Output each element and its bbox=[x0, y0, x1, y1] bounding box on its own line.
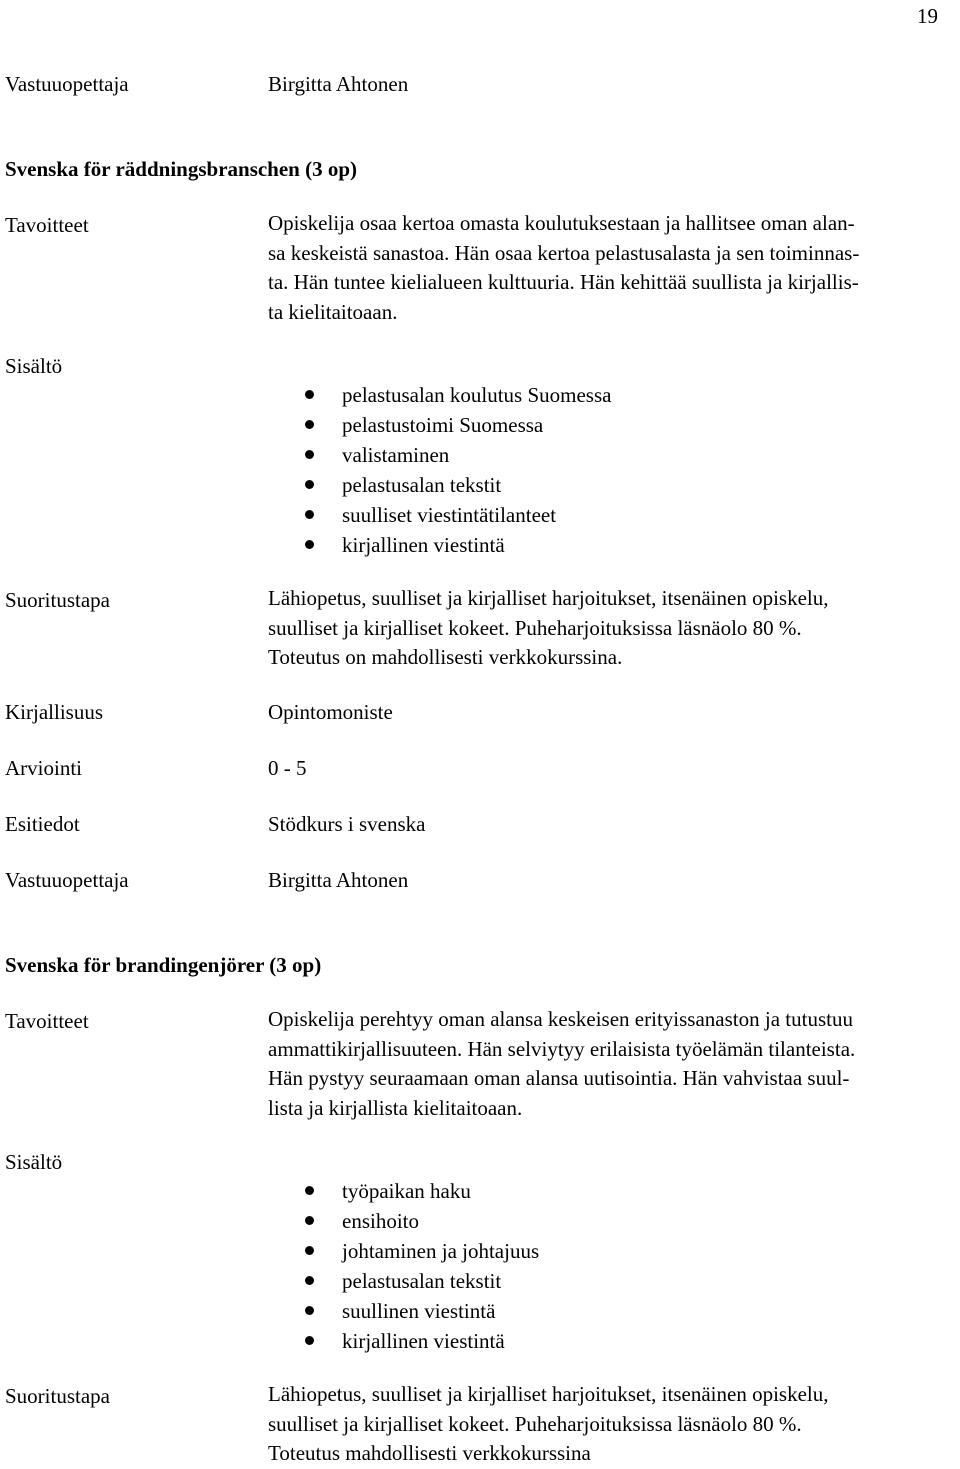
text-line: Toteutus mahdollisesti verkkokurssina bbox=[268, 1441, 591, 1465]
course2-suoritustapa-label: Suoritustapa bbox=[5, 1384, 110, 1408]
text-line: Opiskelija osaa kertoa omasta koulutuksestaan ja hallitsee oman alan- bbox=[268, 211, 855, 235]
text-line: Hän pystyy seuraamaan oman alansa uutisointia. Hän vahvistaa suul- bbox=[268, 1066, 850, 1090]
course1-tavoitteet-label: Tavoitteet bbox=[5, 213, 89, 237]
course1-suoritustapa-label: Suoritustapa bbox=[5, 588, 110, 612]
vastuuopettaja-value: Birgitta Ahtonen bbox=[268, 72, 409, 96]
list-item: suulliset viestintätilanteet bbox=[305, 500, 611, 530]
course2-tavoitteet-text bbox=[268, 1005, 958, 1123]
course1-tavoitteet-text bbox=[268, 209, 958, 327]
course1-kirjallisuus-label: Kirjallisuus bbox=[5, 700, 103, 724]
course2-sisalto-label: Sisältö bbox=[5, 1150, 63, 1174]
page-number: 19 bbox=[917, 4, 938, 28]
list-item: pelastustoimi Suomessa bbox=[305, 410, 611, 440]
course2-suoritustapa-text bbox=[268, 1380, 828, 1469]
list-item: suullinen viestintä bbox=[305, 1296, 539, 1326]
course1-sisalto-label: Sisältö bbox=[5, 354, 63, 378]
course1-vastuuopettaja-value: Birgitta Ahtonen bbox=[268, 868, 409, 892]
course1-arviointi-label: Arviointi bbox=[5, 756, 82, 780]
list-item: ensihoito bbox=[305, 1206, 539, 1236]
text-line: suulliset ja kirjalliset kokeet. Puheharjoituksissa läsnäolo 80 %. bbox=[268, 1411, 802, 1436]
course2-tavoitteet-label: Tavoitteet bbox=[5, 1009, 89, 1033]
text-line: lista ja kirjallista kielitaitoaan. bbox=[268, 1095, 523, 1120]
list-item: pelastusalan koulutus Suomessa bbox=[305, 380, 611, 410]
list-item: johtaminen ja johtajuus bbox=[305, 1236, 539, 1266]
course1-esitiedot-value: Stödkurs i svenska bbox=[268, 812, 426, 836]
text-line: Opiskelija perehtyy oman alansa keskeisen erityissanaston ja tutustuu bbox=[268, 1007, 853, 1031]
course2-sisalto-list bbox=[305, 1176, 539, 1356]
course1-suoritustapa-text bbox=[268, 584, 828, 673]
course1-arviointi-value: 0 - 5 bbox=[268, 756, 307, 780]
list-item: pelastusalan tekstit bbox=[305, 1266, 539, 1296]
list-item: pelastusalan tekstit bbox=[305, 470, 611, 500]
text-line: ta kielitaitoaan. bbox=[268, 299, 398, 324]
text-line: sa keskeistä sanastoa. Hän osaa kertoa pelastusalasta ja sen toiminnas- bbox=[268, 240, 860, 265]
text-line: Lähiopetus, suulliset ja kirjalliset harjoitukset, itsenäinen opiskelu, bbox=[268, 586, 829, 610]
vastuuopettaja-label: Vastuuopettaja bbox=[5, 72, 129, 96]
course1-sisalto-list bbox=[305, 380, 611, 560]
list-item: kirjallinen viestintä bbox=[305, 1326, 539, 1356]
course1-esitiedot-label: Esitiedot bbox=[5, 812, 80, 836]
list-item: kirjallinen viestintä bbox=[305, 530, 611, 560]
course1-vastuuopettaja-label: Vastuuopettaja bbox=[5, 868, 129, 892]
text-line: ta. Hän tuntee kielialueen kulttuuria. Hän kehittää suullista ja kirjallis- bbox=[268, 270, 859, 294]
text-line: suulliset ja kirjalliset kokeet. Puheharjoituksissa läsnäolo 80 %. bbox=[268, 615, 802, 640]
text-line: Lähiopetus, suulliset ja kirjalliset harjoitukset, itsenäinen opiskelu, bbox=[268, 1382, 829, 1406]
text-line: ammattikirjallisuuteen. Hän selviytyy erilaisista työelämän tilanteista. bbox=[268, 1036, 856, 1061]
text-line: Toteutus on mahdollisesti verkkokurssina. bbox=[268, 645, 623, 669]
list-item: työpaikan haku bbox=[305, 1176, 539, 1206]
course1-kirjallisuus-value: Opintomoniste bbox=[268, 700, 393, 724]
course2-title: Svenska för brandingenjörer (3 op) bbox=[5, 953, 322, 977]
list-item: valistaminen bbox=[305, 440, 611, 470]
course1-title: Svenska för räddningsbranschen (3 op) bbox=[5, 157, 358, 181]
